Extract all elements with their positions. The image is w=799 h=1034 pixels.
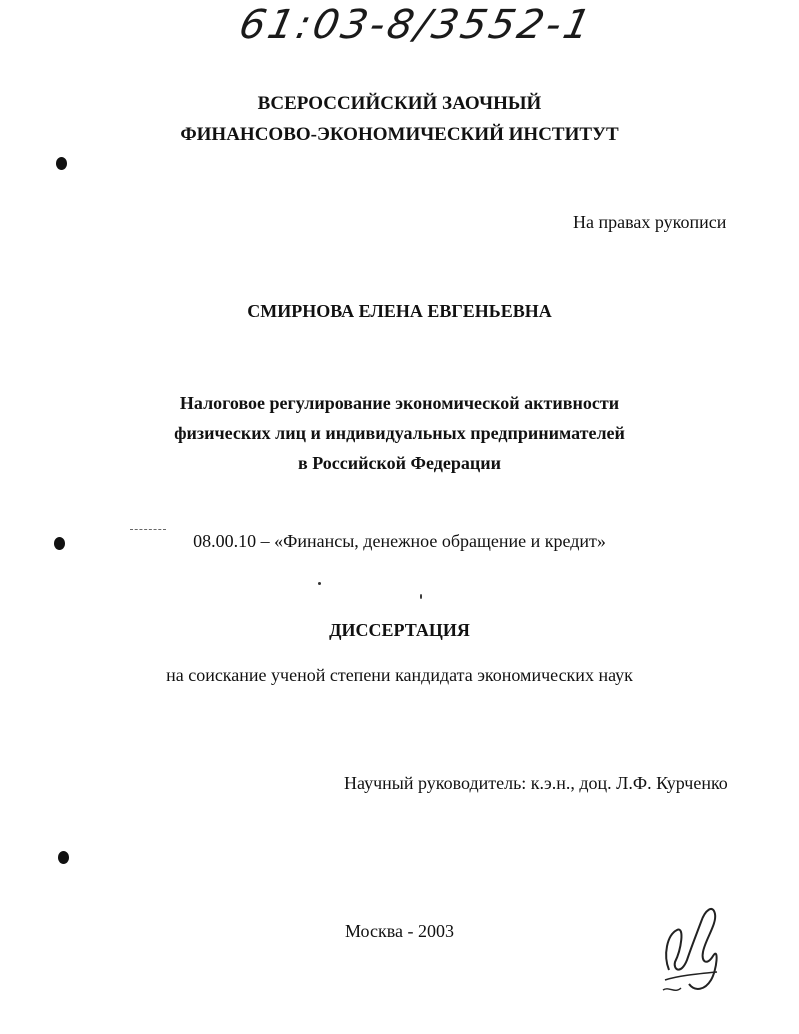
dissertation-title-line3: в Российской Федерации	[298, 453, 501, 473]
archive-number: 61:03-8/3552-1	[235, 2, 598, 48]
scan-artifact	[420, 594, 422, 599]
signature-icon	[655, 900, 735, 1000]
binding-hole-mark	[58, 851, 69, 864]
institute-name-line2: ФИНАНСОВО-ЭКОНОМИЧЕСКИЙ ИНСТИТУТ	[180, 124, 619, 145]
scientific-supervisor: Научный руководитель: к.э.н., доц. Л.Ф. Курченко	[344, 773, 728, 793]
dissertation-title-line2: физических лиц и индивидуальных предпринимателей	[174, 423, 625, 443]
scan-artifact	[318, 582, 321, 585]
degree-line: на соискание ученой степени кандидата экономических наук	[166, 665, 633, 685]
manuscript-rights: На правах рукописи	[573, 212, 727, 232]
document-type: ДИССЕРТАЦИЯ	[329, 620, 470, 640]
binding-hole-mark	[56, 157, 67, 170]
specialty-code: 08.00.10 – «Финансы, денежное обращение и кредит»	[193, 531, 606, 551]
dissertation-title-line1: Налоговое регулирование экономической активности	[179, 393, 620, 413]
institute-name-line1: ВСЕРОССИЙСКИЙ ЗАОЧНЫЙ	[257, 93, 542, 114]
scan-artifact	[130, 529, 166, 530]
author-name: СМИРНОВА ЕЛЕНА ЕВГЕНЬЕВНА	[247, 301, 552, 321]
city-year: Москва - 2003	[345, 921, 454, 941]
